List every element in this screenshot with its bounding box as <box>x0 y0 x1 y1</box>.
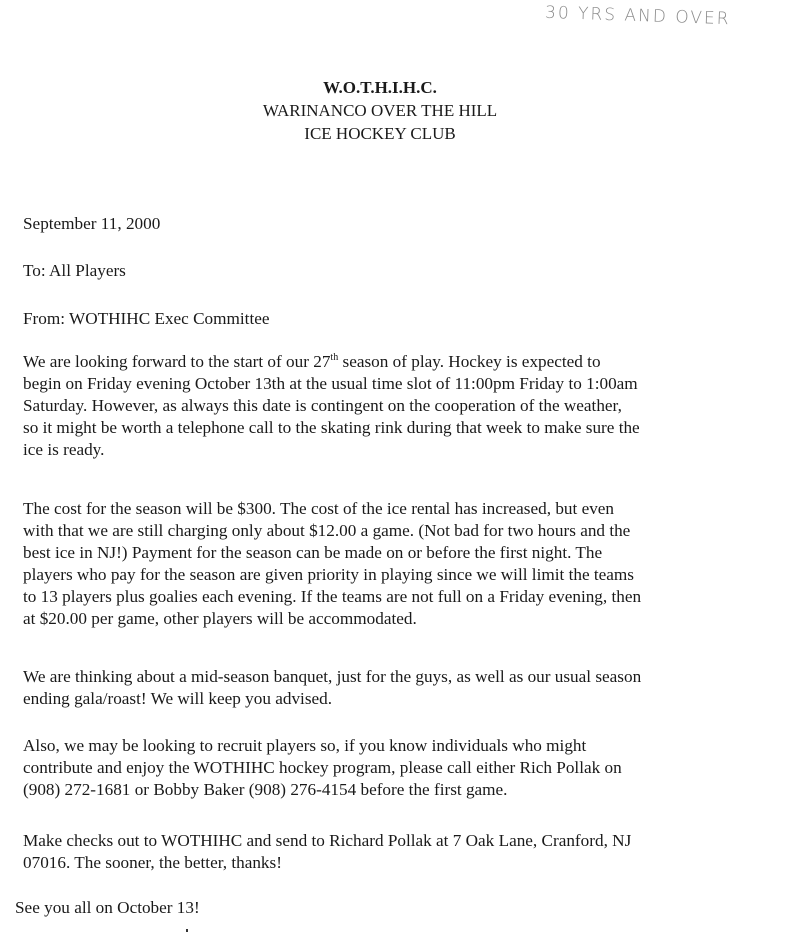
paragraph-line: Make checks out to WOTHIHC and send to Richard Pollak at 7 Oak Lane, Cranford, NJ <box>23 831 632 850</box>
letterhead-name-line2: ICE HOCKEY CLUB <box>304 124 456 143</box>
paragraph-line: We are thinking about a mid-season banquet, just for the guys, as well as our usual season <box>23 667 642 686</box>
paragraph-line: so it might be worth a telephone call to the skating rink during that week to make sure the <box>23 418 640 437</box>
paragraph-line: Also, we may be looking to recruit players so, if you know individuals who might <box>23 736 587 755</box>
paragraph-banquet <box>23 666 641 710</box>
sender-line: From: WOTHIHC Exec Committee <box>23 309 270 328</box>
closing-line: See you all on October 13! <box>15 898 200 917</box>
paragraph-line: The cost for the season will be $300. The cost of the ice rental has increased, but even <box>23 499 615 518</box>
paragraph-line: at $20.00 per game, other players will be accommodated. <box>23 609 417 628</box>
ordinal-suffix: th <box>330 352 339 363</box>
line-text: We are looking forward to the start of our 27 <box>23 352 331 371</box>
paragraph-line: ice is ready. <box>23 440 105 459</box>
line-text: season of play. Hockey is expected to <box>338 352 601 371</box>
paragraph-cost <box>23 498 641 630</box>
letterhead-acronym: W.O.T.H.I.H.C. <box>323 78 437 97</box>
paragraph-line: begin on Friday evening October 13th at the usual time slot of 11:00pm Friday to 1:00am <box>23 374 638 393</box>
paragraph-line: with that we are still charging only about $12.00 a game. (Not bad for two hours and the <box>23 521 631 540</box>
paragraph-line <box>23 351 640 373</box>
paragraph-season-start <box>23 351 640 461</box>
paragraph-line: 07016. The sooner, the better, thanks! <box>23 853 282 872</box>
letterhead-name-line1: WARINANCO OVER THE HILL <box>262 101 498 120</box>
paragraph-recruit <box>23 735 622 801</box>
paragraph-payment <box>23 830 631 874</box>
paragraph-line: ending gala/roast! We will keep you advised. <box>23 689 333 708</box>
paragraph-line: contribute and enjoy the WOTHIHC hockey program, please call either Rich Pollak on <box>23 758 622 777</box>
paragraph-line: (908) 272-1681 or Bobby Baker (908) 276-4154 before the first game. <box>23 780 508 799</box>
paragraph-line: players who pay for the season are given priority in playing since we will limit the teams <box>23 565 634 584</box>
scan-speck <box>186 929 188 932</box>
letter-date: September 11, 2000 <box>23 214 161 233</box>
handwritten-annotation: 30 YRS AND OVER <box>544 2 731 30</box>
paragraph-line: to 13 players plus goalies each evening. If the teams are not full on a Friday evening, then <box>23 587 642 606</box>
paragraph-line: best ice in NJ!) Payment for the season can be made on or before the first night. The <box>23 543 603 562</box>
recipient-line: To: All Players <box>23 261 126 280</box>
paragraph-line: Saturday. However, as always this date is contingent on the cooperation of the weather, <box>23 396 622 415</box>
